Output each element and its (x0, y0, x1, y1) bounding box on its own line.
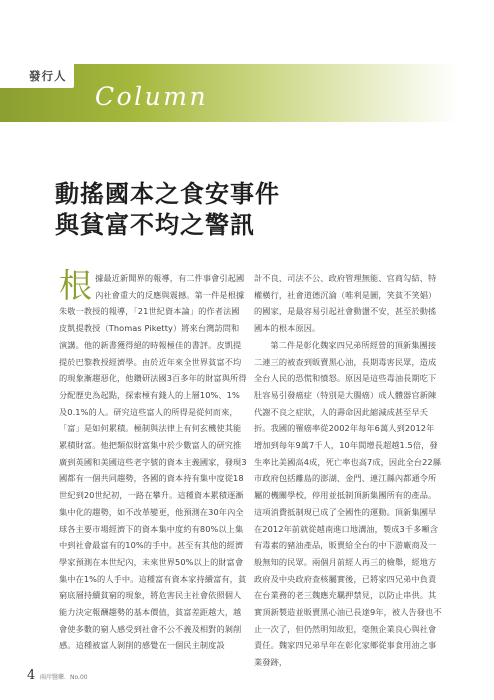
body-column-right (254, 270, 442, 671)
column-banner (0, 64, 478, 122)
body-paragraph-1 (59, 266, 247, 654)
column-heading: Column (95, 82, 209, 111)
title-line-2: 與貧富不均之警訊 (55, 210, 255, 239)
drop-cap: 根 (59, 266, 93, 305)
title-line-1: 動搖國本之食安事件 (55, 179, 280, 208)
body-column-left (59, 266, 247, 654)
publisher-label: 發行人 (29, 69, 67, 83)
body-text-left: 據最近新聞界的報導，有二件事會引起國內社會重大的反應與震撼。第一件是根據朱敬一教授的報導，「21世紀資本論」的作者法國皮凱提教授（Thomas Piketty）將來台灣訪問和演講。他的新書獲得絕的時報極佳的書評。皮凱提提於巴黎教授經濟學。由於近年來全世界貧富不均的現象漸趨惡化，他鑽研法國3百多年的財富與所得分配歷史為起點，探索極有錢人的上層10%、1%及0.1%的人。研究這些富人的所得是從何而來，「富」是如何累積。極制與法律上有何玄機使其能累積財富。他把類似財富集中於少數富人的研究推廣到英國和美國這些老字號的資本主義國家，發現3國都有一個共同趨勢，各國的資本持有集中度從18世紀到20世紀初，一路在攀升。這種資本累積逐漸集中化的趨勢，如不改革變更，他預測在30年內全球各主要市場經濟下的資本集中度約有80%以上集中到社會最富有的10%的手中。甚至有其他的經濟學家預測在本世紀內，未來世界50%以上的財富會集中在1%的人手中。這種富有資本家持續富有，貧窮底層持續貧窮的現象，將危害民主社會依照個人能力決定報酬趨勢的基本價值，貧富差距越大，越會使多數的窮人感受到社會不公不義及相對的剝削感。這種被富人剝削的感覺在一個民主制度設 (59, 273, 247, 651)
article-title (55, 178, 280, 240)
banner-tab (0, 64, 74, 88)
page-number: 4 (27, 668, 36, 683)
body-paragraph-2: 第二件是彰化魏家四兄弟所經營的頂新集團接二連三的被查到販賣黑心油，長期毒害民眾，造成全台人民的恐慌和憤怒。原因是這些毒油長期吃下肚容易引發癌症（特別是大腸癌）成人體器官新陳代謝不良之症狀，人的壽命因此縮減成甚至早夭折。我國的罹癌率從2002年每年6萬人到2012年增加到每年9萬7千人，10年間增長超越1.5倍，發生率比美國高4成，死亡率也高7成，因此全台22縣市政府包括離島的澎湖、金門、連江縣內都通令所屬的機關學校，停用並抵制頂新集團所有的產品。這項消費抵制現已成了全國性的運動。頂新集團早在2012年前就從越南進口地溝油，製成3千多噸含有毒素的豬油產品，販賣給全台的中下游廠商及一般無知的民眾。兩個月前經人再三的檢舉，經地方政府及中央政府查核屬實後，已將家四兄弟中負責在台業務的老三魏應充羈押禁見，以防止串供。其實頂新製造並販賣黑心油已長達9年，被人告發也不止一次了，但仍然明知故犯，毫無企業良心與社會責任。魏家四兄弟早年在彰化家鄉從事食用油之事業發跡， (254, 339, 442, 668)
body-paragraph-continued: 計不良、司法不公、政府管理無能、官商勾結、特權橫行，社會道德沉淪（唯利是圖，笑貧不笑娼）的國家，是最容易引起社會動盪不安，甚至於動搖國本的根本原因。 (254, 273, 437, 334)
publication-name: 兩岸醫藥．No.00 (40, 674, 88, 681)
